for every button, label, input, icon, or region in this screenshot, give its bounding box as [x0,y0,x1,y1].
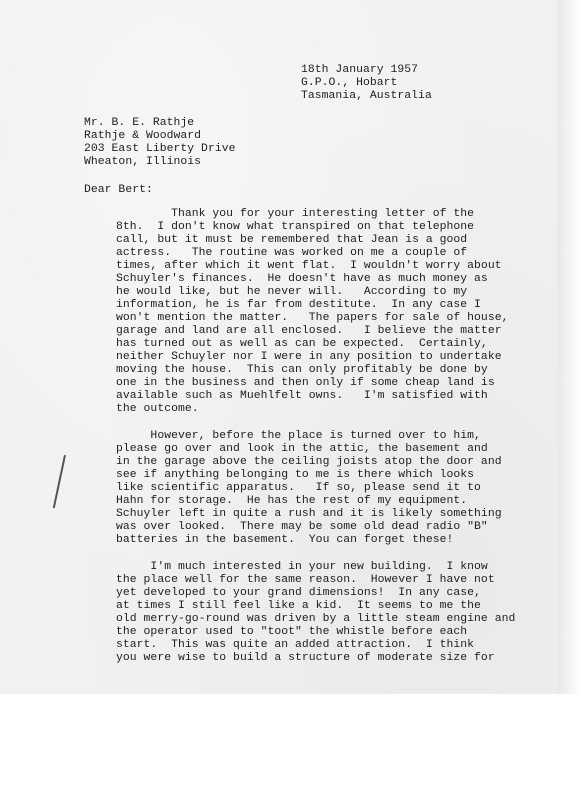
body-line: yet developed to your grand dimensions! In any case, [116,587,481,599]
salutation: Dear Bert: [84,184,153,196]
body-line: 8th. I don't know what transpired on that telephone [116,221,475,233]
body-line: call, but it must be remembered that Jean is a good [116,234,468,246]
body-line: the place well for the same reason. However I have not [116,574,495,586]
body-line: moving the house. This can only profitably be done by [116,364,488,376]
body-line: was over looked. There may be some old dead radio "B" [116,521,488,533]
body-line: Hahn for storage. He has the rest of my equipment. [116,495,468,507]
recipient-line-2: Rathje & Woodward [84,130,202,142]
body-line: like scientific apparatus. If so, please send it to [116,482,481,494]
body-line: neither Schuyler nor I were in any position to undertake [116,351,502,363]
body-line: see if anything belonging to me is there which looks [116,469,475,481]
body-line: the outcome. [116,403,199,415]
body-line: you were wise to build a structure of moderate size for [116,652,495,664]
body-line: actress. The routine was worked on me a couple of [116,247,468,259]
letter-date: 18th January 1957 [301,64,419,76]
body-line: However, before the place is turned over to him, [116,430,481,442]
body-line: available such as Muehlfelt owns. I'm satisfied with [116,390,488,402]
body-line: one in the business and then only if some cheap land is [116,377,495,389]
body-line: has turned out as well as can be expected. Certainly, [116,338,488,350]
body-line: start. This was quite an added attraction. I think [116,639,475,651]
recipient-line-4: Wheaton, Illinois [84,156,202,168]
body-line: please go over and look in the attic, the basement and [116,443,488,455]
body-line: information, he is far from destitute. In any case I [116,299,481,311]
recipient-line-3: 203 East Liberty Drive [84,143,236,155]
body-line: Schuyler left in quite a rush and it is likely something [116,508,502,520]
body-line: garage and land are all enclosed. I believe the matter [116,325,502,337]
body-line: times, after which it went flat. I wouldn't worry about [116,260,502,272]
letter-place-line-2: Tasmania, Australia [301,90,432,102]
body-line: the operator used to "toot" the whistle before each [116,626,468,638]
page-edge-shadow [557,0,581,694]
body-line: Thank you for your interesting letter of the [116,208,475,220]
body-line: he would like, but he never will. According to my [116,286,468,298]
body-line: won't mention the matter. The papers for sale of house, [116,312,509,324]
body-line: at times I still feel like a kid. It seems to me the [116,600,481,612]
body-line: in the garage above the ceiling joists atop the door and [116,456,502,468]
letter-place-line-1: G.P.O., Hobart [301,77,398,89]
recipient-line-1: Mr. B. E. Rathje [84,117,195,129]
body-line: old merry-go-round was driven by a little steam engine and [116,613,516,625]
body-line: Schuyler's finances. He doesn't have as much money as [116,273,488,285]
body-line: I'm much interested in your new building. I know [116,561,488,573]
body-line: batteries in the basement. You can forget these! [116,534,454,546]
